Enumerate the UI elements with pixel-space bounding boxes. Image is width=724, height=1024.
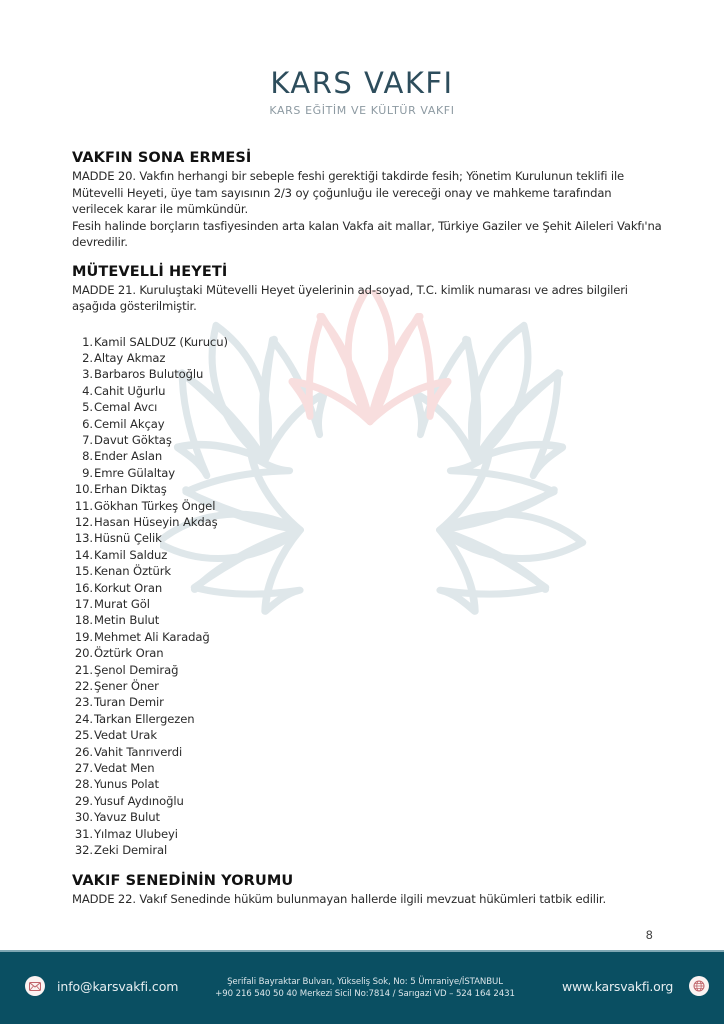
item-number: 12. bbox=[74, 514, 93, 529]
member-name: Öztürk Oran bbox=[94, 646, 164, 661]
article-22-text: MADDE 22. Vakıf Senedinde hüküm bulunmayan hallerde ilgili mevzuat hükümleri tatbik edilir. bbox=[72, 891, 607, 906]
item-number: 15. bbox=[74, 564, 93, 579]
item-number: 30. bbox=[74, 810, 93, 825]
section-dissolution bbox=[72, 149, 662, 251]
footer-website[interactable] bbox=[562, 976, 709, 996]
list-item bbox=[72, 448, 662, 464]
member-name: Murat Göl bbox=[94, 597, 150, 611]
item-number: 25. bbox=[74, 728, 93, 743]
member-name: Hasan Hüseyin Akdaş bbox=[94, 514, 218, 529]
section-interpretation bbox=[72, 872, 662, 908]
item-number: 29. bbox=[74, 793, 93, 808]
member-name: Cahit Uğurlu bbox=[94, 383, 166, 398]
list-item bbox=[72, 694, 662, 710]
item-number: 16. bbox=[74, 580, 93, 595]
item-number: 9. bbox=[82, 465, 93, 480]
item-number: 27. bbox=[74, 761, 93, 776]
item-number: 6. bbox=[82, 416, 93, 431]
address-line: Şerifali Bayraktar Bulvarı, Yükseliş Sok, No: 5 Ümraniye/İSTANBUL bbox=[227, 977, 503, 987]
list-item bbox=[72, 465, 662, 481]
list-item bbox=[72, 842, 662, 858]
member-name: Yunus Polat bbox=[94, 777, 159, 792]
item-number: 10. bbox=[74, 482, 93, 497]
article-21-text: MADDE 21. Kuruluştaki Mütevelli Heyet üyelerinin ad-soyad, T.C. kimlik numarası ve adres bilgileri aşağıda gösterilmiştir. bbox=[72, 282, 628, 313]
member-name: Turan Demir bbox=[94, 695, 164, 710]
member-name: Cemil Akçay bbox=[94, 416, 165, 431]
item-number: 22. bbox=[74, 679, 93, 694]
list-item bbox=[72, 612, 662, 628]
item-number: 4. bbox=[82, 383, 93, 398]
item-number: 7. bbox=[82, 432, 93, 447]
list-item bbox=[72, 563, 662, 579]
item-number: 19. bbox=[74, 629, 93, 644]
footer-address bbox=[195, 976, 535, 1000]
item-number: 26. bbox=[74, 744, 93, 759]
list-item bbox=[72, 530, 662, 546]
member-name: Yavuz Bulut bbox=[94, 810, 160, 825]
list-item bbox=[72, 432, 662, 448]
page-number: 8 bbox=[645, 928, 653, 942]
section-title: VAKIF SENEDİNİN YORUMU bbox=[72, 872, 294, 889]
member-name: Vedat Urak bbox=[94, 728, 157, 743]
globe-icon bbox=[689, 976, 709, 996]
list-item bbox=[72, 383, 662, 399]
item-number: 24. bbox=[74, 711, 93, 726]
document-body bbox=[72, 149, 662, 907]
member-name: Kenan Öztürk bbox=[94, 564, 172, 579]
member-name: Şenol Demirağ bbox=[94, 662, 179, 677]
item-number: 2. bbox=[82, 350, 93, 365]
member-name: Vedat Men bbox=[94, 761, 155, 776]
list-item bbox=[72, 366, 662, 382]
envelope-icon bbox=[25, 976, 45, 996]
item-number: 11. bbox=[74, 498, 93, 513]
list-item bbox=[72, 350, 662, 366]
section-title: MÜTEVELLİ HEYETİ bbox=[72, 263, 228, 280]
section-title: VAKFIN SONA ERMESİ bbox=[72, 150, 252, 166]
page-footer bbox=[0, 952, 724, 1024]
item-number: 31. bbox=[74, 826, 93, 841]
member-name: Altay Akmaz bbox=[94, 350, 166, 365]
section-board-of-trustees bbox=[72, 263, 662, 859]
list-item bbox=[72, 629, 662, 645]
item-number: 32. bbox=[74, 843, 93, 858]
article-20-continuation: Fesih halinde borçların tasfiyesinden arta kalan Vakfa ait mallar, Türkiye Gaziler ve Şehit Aileleri Vakfı'na devredilir. bbox=[72, 218, 662, 249]
list-item bbox=[72, 776, 662, 792]
member-name: Zeki Demiral bbox=[94, 843, 168, 858]
email-link[interactable]: info@karsvakfi.com bbox=[57, 978, 179, 994]
item-number: 18. bbox=[74, 613, 93, 628]
list-item bbox=[72, 826, 662, 842]
list-item bbox=[72, 744, 662, 760]
item-number: 28. bbox=[74, 777, 93, 792]
list-item bbox=[72, 760, 662, 776]
list-item bbox=[72, 547, 662, 563]
item-number: 23. bbox=[74, 695, 93, 710]
member-name: Tarkan Ellergezen bbox=[94, 711, 195, 726]
member-name: Şener Öner bbox=[94, 679, 159, 694]
member-name: Mehmet Ali Karadağ bbox=[94, 629, 210, 644]
list-item bbox=[72, 678, 662, 694]
member-name: Yusuf Aydınoğlu bbox=[94, 793, 184, 808]
brand-title: KARS VAKFI bbox=[270, 66, 454, 100]
footer-email[interactable] bbox=[25, 976, 178, 996]
member-name: Korkut Oran bbox=[94, 580, 163, 595]
member-name: Yılmaz Ulubeyi bbox=[94, 826, 178, 841]
brand-subtitle: KARS EĞİTİM VE KÜLTÜR VAKFI bbox=[269, 104, 455, 117]
member-name: Vahit Tanrıverdi bbox=[94, 744, 183, 759]
member-name: Kamil Salduz bbox=[94, 547, 168, 562]
item-number: 8. bbox=[82, 449, 93, 464]
item-number: 3. bbox=[82, 367, 93, 382]
list-item bbox=[72, 498, 662, 514]
list-item bbox=[72, 399, 662, 415]
member-name: Gökhan Türkeş Öngel bbox=[94, 498, 216, 513]
member-name: Ender Aslan bbox=[94, 449, 163, 464]
list-item bbox=[72, 645, 662, 661]
website-link[interactable]: www.karsvakfi.org bbox=[562, 978, 674, 994]
list-item bbox=[72, 580, 662, 596]
member-name: Erhan Diktaş bbox=[94, 482, 167, 497]
item-number: 14. bbox=[74, 547, 93, 562]
list-item bbox=[72, 481, 662, 497]
list-item bbox=[72, 416, 662, 432]
page-header bbox=[0, 66, 724, 118]
member-name: Emre Gülaltay bbox=[94, 465, 176, 480]
member-name: Davut Göktaş bbox=[94, 432, 172, 447]
list-item bbox=[72, 711, 662, 727]
member-name: Hüsnü Çelik bbox=[94, 531, 162, 546]
member-name: Metin Bulut bbox=[94, 613, 160, 628]
list-item bbox=[72, 793, 662, 809]
list-item bbox=[72, 809, 662, 825]
item-number: 20. bbox=[74, 646, 93, 661]
item-number: 5. bbox=[82, 400, 93, 415]
list-item bbox=[72, 514, 662, 530]
member-name: Barbaros Bulutoğlu bbox=[94, 367, 204, 382]
item-number: 17. bbox=[74, 597, 93, 611]
item-number: 1. bbox=[82, 334, 93, 349]
list-item bbox=[72, 596, 662, 612]
list-item bbox=[72, 662, 662, 678]
list-item bbox=[72, 334, 662, 350]
list-item bbox=[72, 727, 662, 743]
member-name: Cemal Avcı bbox=[94, 400, 158, 415]
item-number: 13. bbox=[74, 531, 93, 546]
trustee-list bbox=[72, 334, 662, 859]
item-number: 21. bbox=[74, 662, 93, 677]
article-20-text: MADDE 20. Vakfın herhangi bir sebeple feshi gerektiği takdirde fesih; Yönetim Kurulunun teklifi ile Mütevelli Heyeti, üye tam sayısının 2/3 oy çoğunluğu ile vereceği onay ve mahkeme tarafından verilecek karar ile mümkündür. bbox=[72, 169, 625, 216]
member-name: Kamil SALDUZ (Kurucu) bbox=[94, 334, 228, 349]
contact-line: +90 216 540 50 40 Merkezi Sicil No:7814 / Sarıgazi VD – 524 164 2431 bbox=[215, 989, 515, 999]
